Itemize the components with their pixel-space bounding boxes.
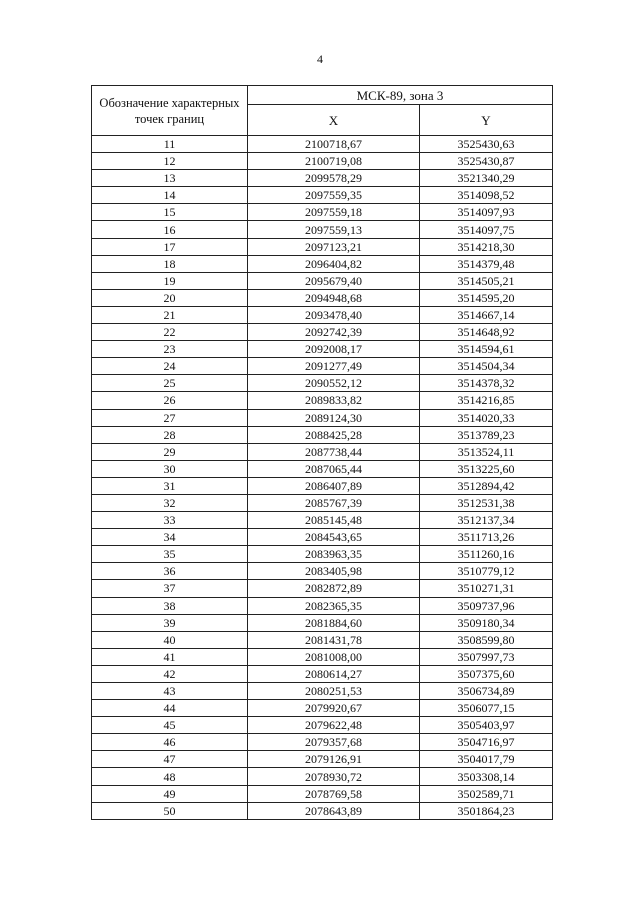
table-row	[92, 631, 553, 648]
x-coordinate-cell: 2100718,67	[248, 136, 420, 153]
y-coordinate-cell: 3514216,85	[420, 392, 553, 409]
x-coordinate-cell: 2082872,89	[248, 580, 420, 597]
table-row	[92, 529, 553, 546]
y-coordinate-cell: 3504017,79	[420, 751, 553, 768]
table-row	[92, 153, 553, 170]
table-row	[92, 221, 553, 238]
x-coordinate-cell: 2087738,44	[248, 443, 420, 460]
point-id-cell: 33	[92, 512, 248, 529]
table-row	[92, 785, 553, 802]
table-row	[92, 426, 553, 443]
point-id-cell: 32	[92, 494, 248, 511]
point-id-cell: 31	[92, 477, 248, 494]
y-coordinate-cell: 3508599,80	[420, 631, 553, 648]
x-coordinate-cell: 2078769,58	[248, 785, 420, 802]
table-row	[92, 341, 553, 358]
y-coordinate-cell: 3509180,34	[420, 614, 553, 631]
x-coordinate-cell: 2100719,08	[248, 153, 420, 170]
table-row	[92, 717, 553, 734]
x-coordinate-cell: 2083963,35	[248, 546, 420, 563]
table-row	[92, 204, 553, 221]
y-coordinate-cell: 3514505,21	[420, 272, 553, 289]
table-row	[92, 563, 553, 580]
x-coordinate-cell: 2086407,89	[248, 477, 420, 494]
table-row	[92, 409, 553, 426]
point-id-cell: 11	[92, 136, 248, 153]
x-coordinate-cell: 2080251,53	[248, 683, 420, 700]
table-header-row	[92, 86, 553, 105]
table-row	[92, 580, 553, 597]
point-id-cell: 37	[92, 580, 248, 597]
point-id-cell: 23	[92, 341, 248, 358]
x-coordinate-cell: 2085145,48	[248, 512, 420, 529]
x-coordinate-cell: 2094948,68	[248, 289, 420, 306]
y-coordinate-cell: 3525430,63	[420, 136, 553, 153]
y-coordinate-cell: 3514379,48	[420, 255, 553, 272]
table-row	[92, 358, 553, 375]
x-coordinate-cell: 2093478,40	[248, 306, 420, 323]
point-id-cell: 38	[92, 597, 248, 614]
table-row	[92, 306, 553, 323]
x-coordinate-cell: 2081008,00	[248, 648, 420, 665]
point-id-cell: 35	[92, 546, 248, 563]
point-id-cell: 17	[92, 238, 248, 255]
table-row	[92, 187, 553, 204]
table-row	[92, 597, 553, 614]
point-id-cell: 16	[92, 221, 248, 238]
y-coordinate-cell: 3504716,97	[420, 734, 553, 751]
point-id-cell: 14	[92, 187, 248, 204]
point-id-cell: 26	[92, 392, 248, 409]
x-coordinate-cell: 2097559,18	[248, 204, 420, 221]
point-id-cell: 12	[92, 153, 248, 170]
y-coordinate-cell: 3510271,31	[420, 580, 553, 597]
x-coordinate-cell: 2088425,28	[248, 426, 420, 443]
x-coordinate-cell: 2078643,89	[248, 802, 420, 819]
x-coordinate-cell: 2097123,21	[248, 238, 420, 255]
y-coordinate-cell: 3502589,71	[420, 785, 553, 802]
table-row	[92, 546, 553, 563]
x-coordinate-cell: 2083405,98	[248, 563, 420, 580]
x-coordinate-cell: 2079126,91	[248, 751, 420, 768]
y-coordinate-cell: 3507997,73	[420, 648, 553, 665]
table-row	[92, 392, 553, 409]
table-row	[92, 272, 553, 289]
header-point-label: Обозначение характерных точек границ	[92, 86, 248, 136]
x-coordinate-cell: 2089833,82	[248, 392, 420, 409]
point-id-cell: 50	[92, 802, 248, 819]
table-row	[92, 751, 553, 768]
header-y: Y	[420, 105, 553, 136]
y-coordinate-cell: 3511713,26	[420, 529, 553, 546]
table-row	[92, 170, 553, 187]
table-row	[92, 734, 553, 751]
x-coordinate-cell: 2079622,48	[248, 717, 420, 734]
table-row	[92, 512, 553, 529]
y-coordinate-cell: 3521340,29	[420, 170, 553, 187]
table-row	[92, 238, 553, 255]
point-id-cell: 40	[92, 631, 248, 648]
page-number: 4	[317, 52, 323, 66]
point-id-cell: 28	[92, 426, 248, 443]
point-id-cell: 41	[92, 648, 248, 665]
table-body	[92, 136, 553, 820]
y-coordinate-cell: 3514667,14	[420, 306, 553, 323]
y-coordinate-cell: 3513225,60	[420, 460, 553, 477]
y-coordinate-cell: 3513524,11	[420, 443, 553, 460]
x-coordinate-cell: 2091277,49	[248, 358, 420, 375]
x-coordinate-cell: 2085767,39	[248, 494, 420, 511]
x-coordinate-cell: 2087065,44	[248, 460, 420, 477]
y-coordinate-cell: 3514648,92	[420, 324, 553, 341]
point-id-cell: 19	[92, 272, 248, 289]
table-row	[92, 443, 553, 460]
header-x: X	[248, 105, 420, 136]
y-coordinate-cell: 3514504,34	[420, 358, 553, 375]
x-coordinate-cell: 2080614,27	[248, 665, 420, 682]
table-row	[92, 375, 553, 392]
x-coordinate-cell: 2096404,82	[248, 255, 420, 272]
table-row	[92, 683, 553, 700]
table-row	[92, 648, 553, 665]
y-coordinate-cell: 3501864,23	[420, 802, 553, 819]
y-coordinate-cell: 3509737,96	[420, 597, 553, 614]
x-coordinate-cell: 2097559,35	[248, 187, 420, 204]
y-coordinate-cell: 3525430,87	[420, 153, 553, 170]
point-id-cell: 13	[92, 170, 248, 187]
y-coordinate-cell: 3514097,93	[420, 204, 553, 221]
table-row	[92, 614, 553, 631]
x-coordinate-cell: 2095679,40	[248, 272, 420, 289]
point-id-cell: 36	[92, 563, 248, 580]
y-coordinate-cell: 3514097,75	[420, 221, 553, 238]
y-coordinate-cell: 3514594,61	[420, 341, 553, 358]
x-coordinate-cell: 2090552,12	[248, 375, 420, 392]
y-coordinate-cell: 3512531,38	[420, 494, 553, 511]
point-id-cell: 24	[92, 358, 248, 375]
point-id-cell: 39	[92, 614, 248, 631]
x-coordinate-cell: 2092008,17	[248, 341, 420, 358]
y-coordinate-cell: 3514218,30	[420, 238, 553, 255]
point-id-cell: 47	[92, 751, 248, 768]
point-id-cell: 30	[92, 460, 248, 477]
point-id-cell: 25	[92, 375, 248, 392]
table-row	[92, 460, 553, 477]
y-coordinate-cell: 3512894,42	[420, 477, 553, 494]
point-id-cell: 29	[92, 443, 248, 460]
y-coordinate-cell: 3512137,34	[420, 512, 553, 529]
point-id-cell: 46	[92, 734, 248, 751]
y-coordinate-cell: 3505403,97	[420, 717, 553, 734]
x-coordinate-cell: 2078930,72	[248, 768, 420, 785]
y-coordinate-cell: 3514378,32	[420, 375, 553, 392]
y-coordinate-cell: 3507375,60	[420, 665, 553, 682]
point-id-cell: 18	[92, 255, 248, 272]
y-coordinate-cell: 3513789,23	[420, 426, 553, 443]
y-coordinate-cell: 3510779,12	[420, 563, 553, 580]
point-id-cell: 44	[92, 700, 248, 717]
coordinates-table	[91, 85, 553, 820]
x-coordinate-cell: 2092742,39	[248, 324, 420, 341]
y-coordinate-cell: 3506077,15	[420, 700, 553, 717]
y-coordinate-cell: 3503308,14	[420, 768, 553, 785]
x-coordinate-cell: 2084543,65	[248, 529, 420, 546]
x-coordinate-cell: 2081884,60	[248, 614, 420, 631]
table-row	[92, 477, 553, 494]
table-row	[92, 324, 553, 341]
y-coordinate-cell: 3514098,52	[420, 187, 553, 204]
x-coordinate-cell: 2082365,35	[248, 597, 420, 614]
point-id-cell: 34	[92, 529, 248, 546]
point-id-cell: 49	[92, 785, 248, 802]
table-row	[92, 136, 553, 153]
table-row	[92, 289, 553, 306]
table-row	[92, 255, 553, 272]
point-id-cell: 21	[92, 306, 248, 323]
x-coordinate-cell: 2081431,78	[248, 631, 420, 648]
y-coordinate-cell: 3506734,89	[420, 683, 553, 700]
point-id-cell: 48	[92, 768, 248, 785]
y-coordinate-cell: 3511260,16	[420, 546, 553, 563]
point-id-cell: 27	[92, 409, 248, 426]
point-id-cell: 45	[92, 717, 248, 734]
point-id-cell: 43	[92, 683, 248, 700]
x-coordinate-cell: 2089124,30	[248, 409, 420, 426]
x-coordinate-cell: 2079357,68	[248, 734, 420, 751]
header-coordinate-system: МСК-89, зона 3	[248, 86, 553, 105]
point-id-cell: 15	[92, 204, 248, 221]
point-id-cell: 42	[92, 665, 248, 682]
y-coordinate-cell: 3514595,20	[420, 289, 553, 306]
point-id-cell: 20	[92, 289, 248, 306]
x-coordinate-cell: 2079920,67	[248, 700, 420, 717]
y-coordinate-cell: 3514020,33	[420, 409, 553, 426]
point-id-cell: 22	[92, 324, 248, 341]
table-row	[92, 665, 553, 682]
table-row	[92, 802, 553, 819]
x-coordinate-cell: 2099578,29	[248, 170, 420, 187]
table-row	[92, 700, 553, 717]
x-coordinate-cell: 2097559,13	[248, 221, 420, 238]
table-row	[92, 768, 553, 785]
table-row	[92, 494, 553, 511]
